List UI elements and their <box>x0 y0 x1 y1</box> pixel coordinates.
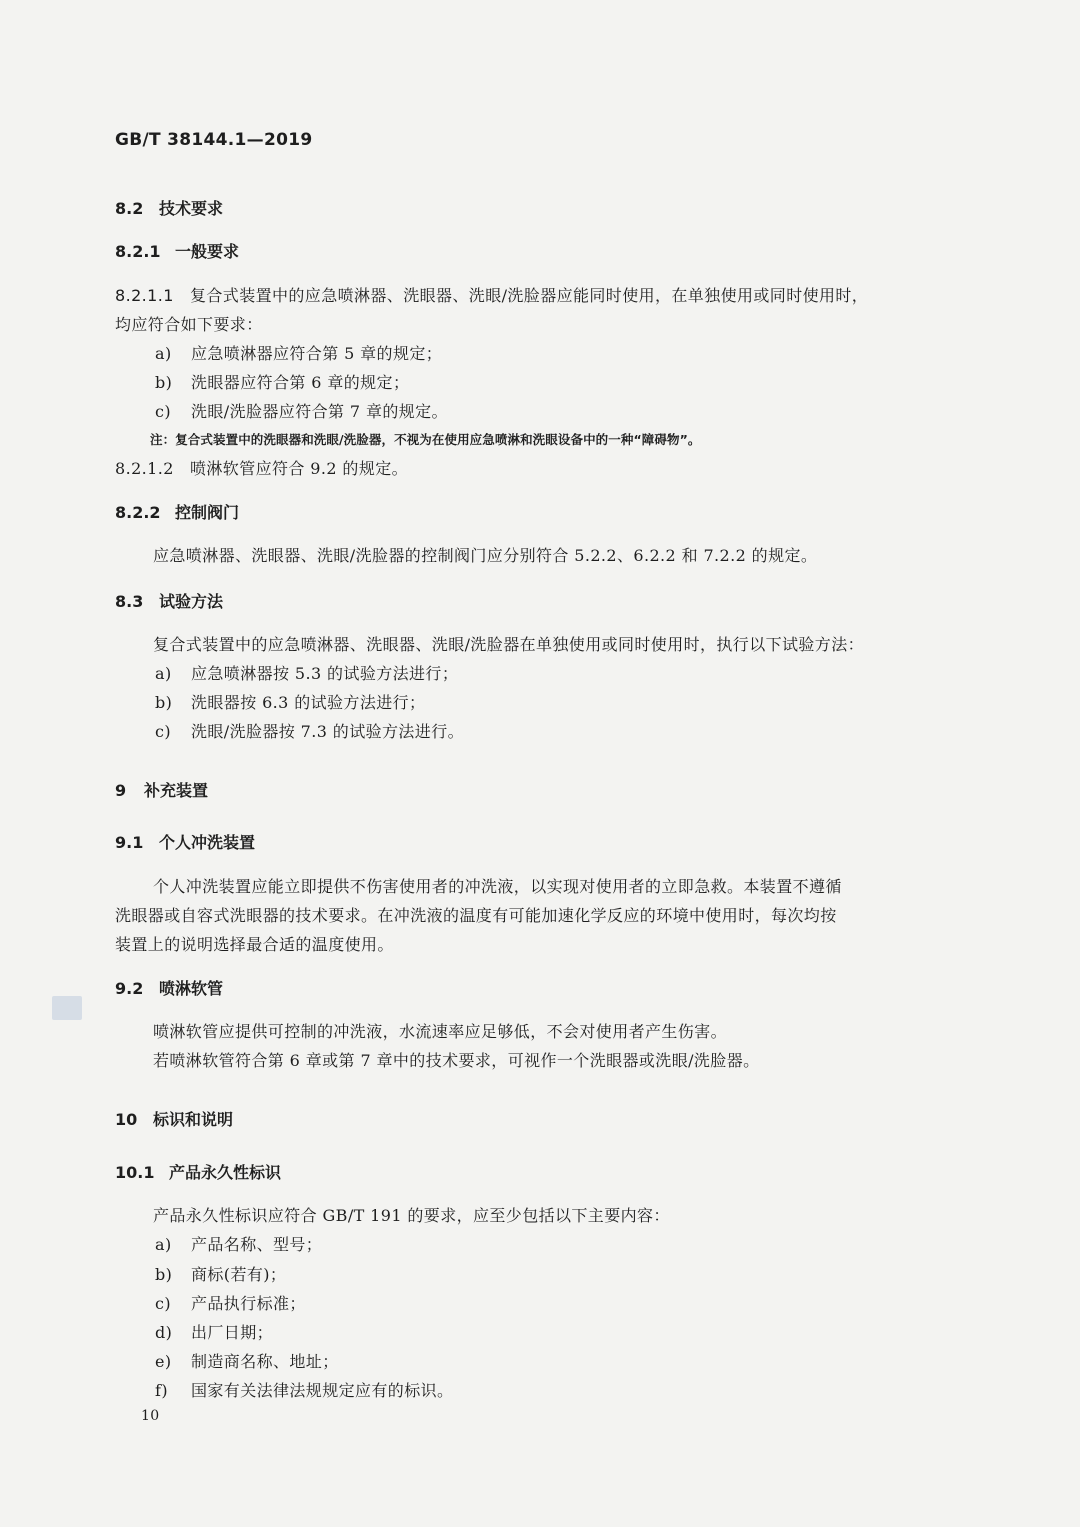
list-text: 产品名称、型号； <box>191 1235 323 1254</box>
list-item <box>155 1349 339 1372</box>
section-number: 9.1 <box>115 833 144 852</box>
list-label: a) <box>155 344 172 363</box>
section-title: 补充装置 <box>144 781 209 800</box>
list-label: b) <box>155 693 173 712</box>
list-text: 出厂日期； <box>191 1323 274 1342</box>
list-item <box>155 370 409 393</box>
paragraph-line: 若喷淋软管符合第 6 章或第 7 章中的技术要求，可视作一个洗眼器或洗眼/洗脸器。 <box>153 1051 760 1070</box>
list-text: 洗眼器按 6.3 的试验方法进行； <box>191 693 426 712</box>
section-9-heading <box>115 778 208 801</box>
section-10-heading <box>115 1107 233 1130</box>
paragraph-line: 复合式装置中的应急喷淋器、洗眼器、洗眼/洗脸器在单独使用或同时使用时，执行以下试验方法： <box>153 635 864 654</box>
section-title: 一般要求 <box>175 242 240 261</box>
list-item <box>155 1262 286 1285</box>
section-number: 8.2.2 <box>115 503 161 522</box>
section-title: 喷淋软管 <box>159 979 224 998</box>
section-number: 8.3 <box>115 592 144 611</box>
list-label: f) <box>155 1381 168 1400</box>
section-10-1-heading <box>115 1160 281 1183</box>
list-label: d) <box>155 1323 173 1342</box>
scan-mark <box>52 996 82 1020</box>
list-label: b) <box>155 373 173 392</box>
list-item <box>155 341 442 364</box>
section-9-2-heading <box>115 976 223 999</box>
list-item <box>155 1320 273 1343</box>
note: 注：复合式装置中的洗眼器和洗眼/洗脸器，不视为在使用应急喷淋和洗眼设备中的一种“障碍物”。 <box>150 432 701 447</box>
paragraph-line: 喷淋软管应提供可控制的冲洗液，水流速率应足够低，不会对使用者产生伤害。 <box>153 1022 728 1041</box>
list-label: a) <box>155 1235 172 1254</box>
section-number: 10.1 <box>115 1163 155 1182</box>
paragraph-line: 均应符合如下要求： <box>115 315 263 334</box>
section-title: 产品永久性标识 <box>169 1163 282 1182</box>
list-item <box>155 1232 322 1255</box>
clause-8-2-1-1 <box>115 283 868 306</box>
paragraph-line: 装置上的说明选择最合适的温度使用。 <box>115 935 394 954</box>
clause-8-2-1-2 <box>115 456 408 479</box>
section-title: 标识和说明 <box>153 1110 234 1129</box>
list-item <box>155 1378 453 1401</box>
paragraph-line: 个人冲洗装置应能立即提供不伤害使用者的冲洗液，以实现对使用者的立即急救。本装置不遵循 <box>153 877 842 896</box>
section-title: 个人冲洗装置 <box>159 833 256 852</box>
list-item <box>155 1291 306 1314</box>
list-item <box>155 719 464 742</box>
list-text: 洗眼/洗脸器按 7.3 的试验方法进行。 <box>191 722 465 741</box>
list-label: c) <box>155 722 172 741</box>
section-number: 8.2.1 <box>115 242 161 261</box>
list-item <box>155 399 448 422</box>
list-label: c) <box>155 402 172 421</box>
list-label: a) <box>155 664 172 683</box>
section-title: 技术要求 <box>159 199 224 218</box>
section-8-2-2-heading <box>115 500 239 523</box>
list-text: 应急喷淋器应符合第 5 章的规定； <box>191 344 443 363</box>
section-title: 试验方法 <box>159 592 224 611</box>
page-number: 10 <box>141 1408 160 1424</box>
section-number: 10 <box>115 1110 138 1129</box>
section-8-3-heading <box>115 589 223 612</box>
paragraph-line: 复合式装置中的应急喷淋器、洗眼器、洗眼/洗脸器应能同时使用，在单独使用或同时使用时， <box>190 286 869 305</box>
standard-code-header: GB/T 38144.1—2019 <box>115 130 313 150</box>
list-text: 产品执行标准； <box>191 1294 306 1313</box>
section-8-2-1-heading <box>115 239 239 262</box>
paragraph-line: 应急喷淋器、洗眼器、洗眼/洗脸器的控制阀门应分别符合 5.2.2、6.2.2 和 7.2.2 的规定。 <box>153 546 818 565</box>
list-text: 洗眼器应符合第 6 章的规定； <box>191 373 410 392</box>
list-label: b) <box>155 1265 173 1284</box>
section-9-1-heading <box>115 830 255 853</box>
list-text: 应急喷淋器按 5.3 的试验方法进行； <box>191 664 459 683</box>
paragraph-line: 产品永久性标识应符合 GB/T 191 的要求，应至少包括以下主要内容： <box>153 1206 670 1225</box>
list-label: c) <box>155 1294 172 1313</box>
paragraph-line: 喷淋软管应符合 9.2 的规定。 <box>190 459 409 478</box>
section-8-2-heading <box>115 196 223 219</box>
list-item <box>155 690 425 713</box>
paragraph-line: 洗眼器或自容式洗眼器的技术要求。在冲洗液的温度有可能加速化学反应的环境中使用时，每次均按 <box>115 906 837 925</box>
list-text: 商标(若有)； <box>191 1265 287 1284</box>
clause-number: 8.2.1.1 <box>115 286 174 305</box>
section-number: 9.2 <box>115 979 144 998</box>
list-item <box>155 661 458 684</box>
list-text: 洗眼/洗脸器应符合第 7 章的规定。 <box>191 402 448 421</box>
list-label: e) <box>155 1352 172 1371</box>
section-number: 8.2 <box>115 199 144 218</box>
clause-number: 8.2.1.2 <box>115 459 174 478</box>
list-text: 制造商名称、地址； <box>191 1352 339 1371</box>
list-text: 国家有关法律法规规定应有的标识。 <box>191 1381 454 1400</box>
section-number: 9 <box>115 781 127 800</box>
section-title: 控制阀门 <box>175 503 240 522</box>
